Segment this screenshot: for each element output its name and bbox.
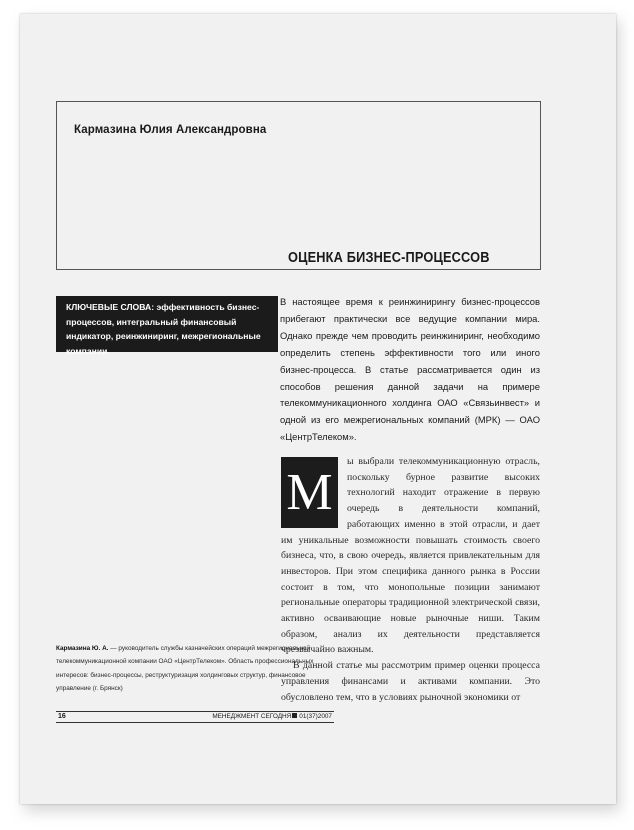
bio-text: — руководитель службы казначейских операций межрегиональной телекоммуникационной компании ОАО «ЦентрТелеком». Область профессиональных интересов: бизнес-процессы, реструктуризация холдинговых структур, финансовое управление (г. Брянск) (56, 645, 314, 693)
page-footer (56, 711, 334, 723)
journal-name: МЕНЕДЖМЕНТ СЕГОДНЯ (212, 713, 292, 720)
author-bio (56, 642, 334, 696)
drop-cap: М (281, 457, 338, 528)
author-name: Кармазина Юлия Александровна (74, 124, 267, 136)
journal-info (212, 712, 332, 722)
page-number: 16 (58, 713, 66, 720)
keywords-box: КЛЮЧЕВЫЕ СЛОВА: эффективность бизнес-процессов, интегральный финансовый индикатор, реинжиниринг, межрегиональные компании (56, 296, 278, 352)
issue-number: 01(37)2007 (299, 713, 332, 720)
bio-name: Кармазина Ю. А. (56, 645, 109, 652)
article-title: ОЦЕНКА БИЗНЕС-ПРОЦЕССОВ (288, 250, 490, 266)
square-bullet-icon (292, 713, 297, 718)
body-paragraph-2: В данной статье мы рассмотрим пример оценки процесса управления финансами и активами компании. Это обусловлено тем, что в условиях рыночной экономики от (281, 660, 540, 703)
body-paragraph-1: ы выбрали телекоммуникационную отрасль, поскольку бурное развитие высоких технологий находит отражение в первую очередь в деятельности компаний, работающих именно в этой отрасли, и дает им уникальные возможности повышать стоимость своего бизнеса, что, в свою очередь, является привлекательным для инвесторов. При этом специфика данного рынка в России состоит в том, что монопольные позиции занимают региональные операторы традиционной электрической связи, активно осваивающие новые рыночные ниши. Таким образом, анализ их деятельности представляется чрезвычайно важным. (281, 456, 540, 656)
lead-paragraph: В настоящее время к реинжинирингу бизнес-процессов прибегают практически все ведущие компании мира. Однако прежде чем проводить реинжиниринг, необходимо определить степень эффективности того или иного бизнес-процесса. В статье рассматривается один из способов решения данной задачи на примере телекоммуникационного холдинга ОАО «Связьинвест» и одной из его межрегиональных компаний (МРК) — ОАО «ЦентрТелеком». (280, 296, 540, 443)
